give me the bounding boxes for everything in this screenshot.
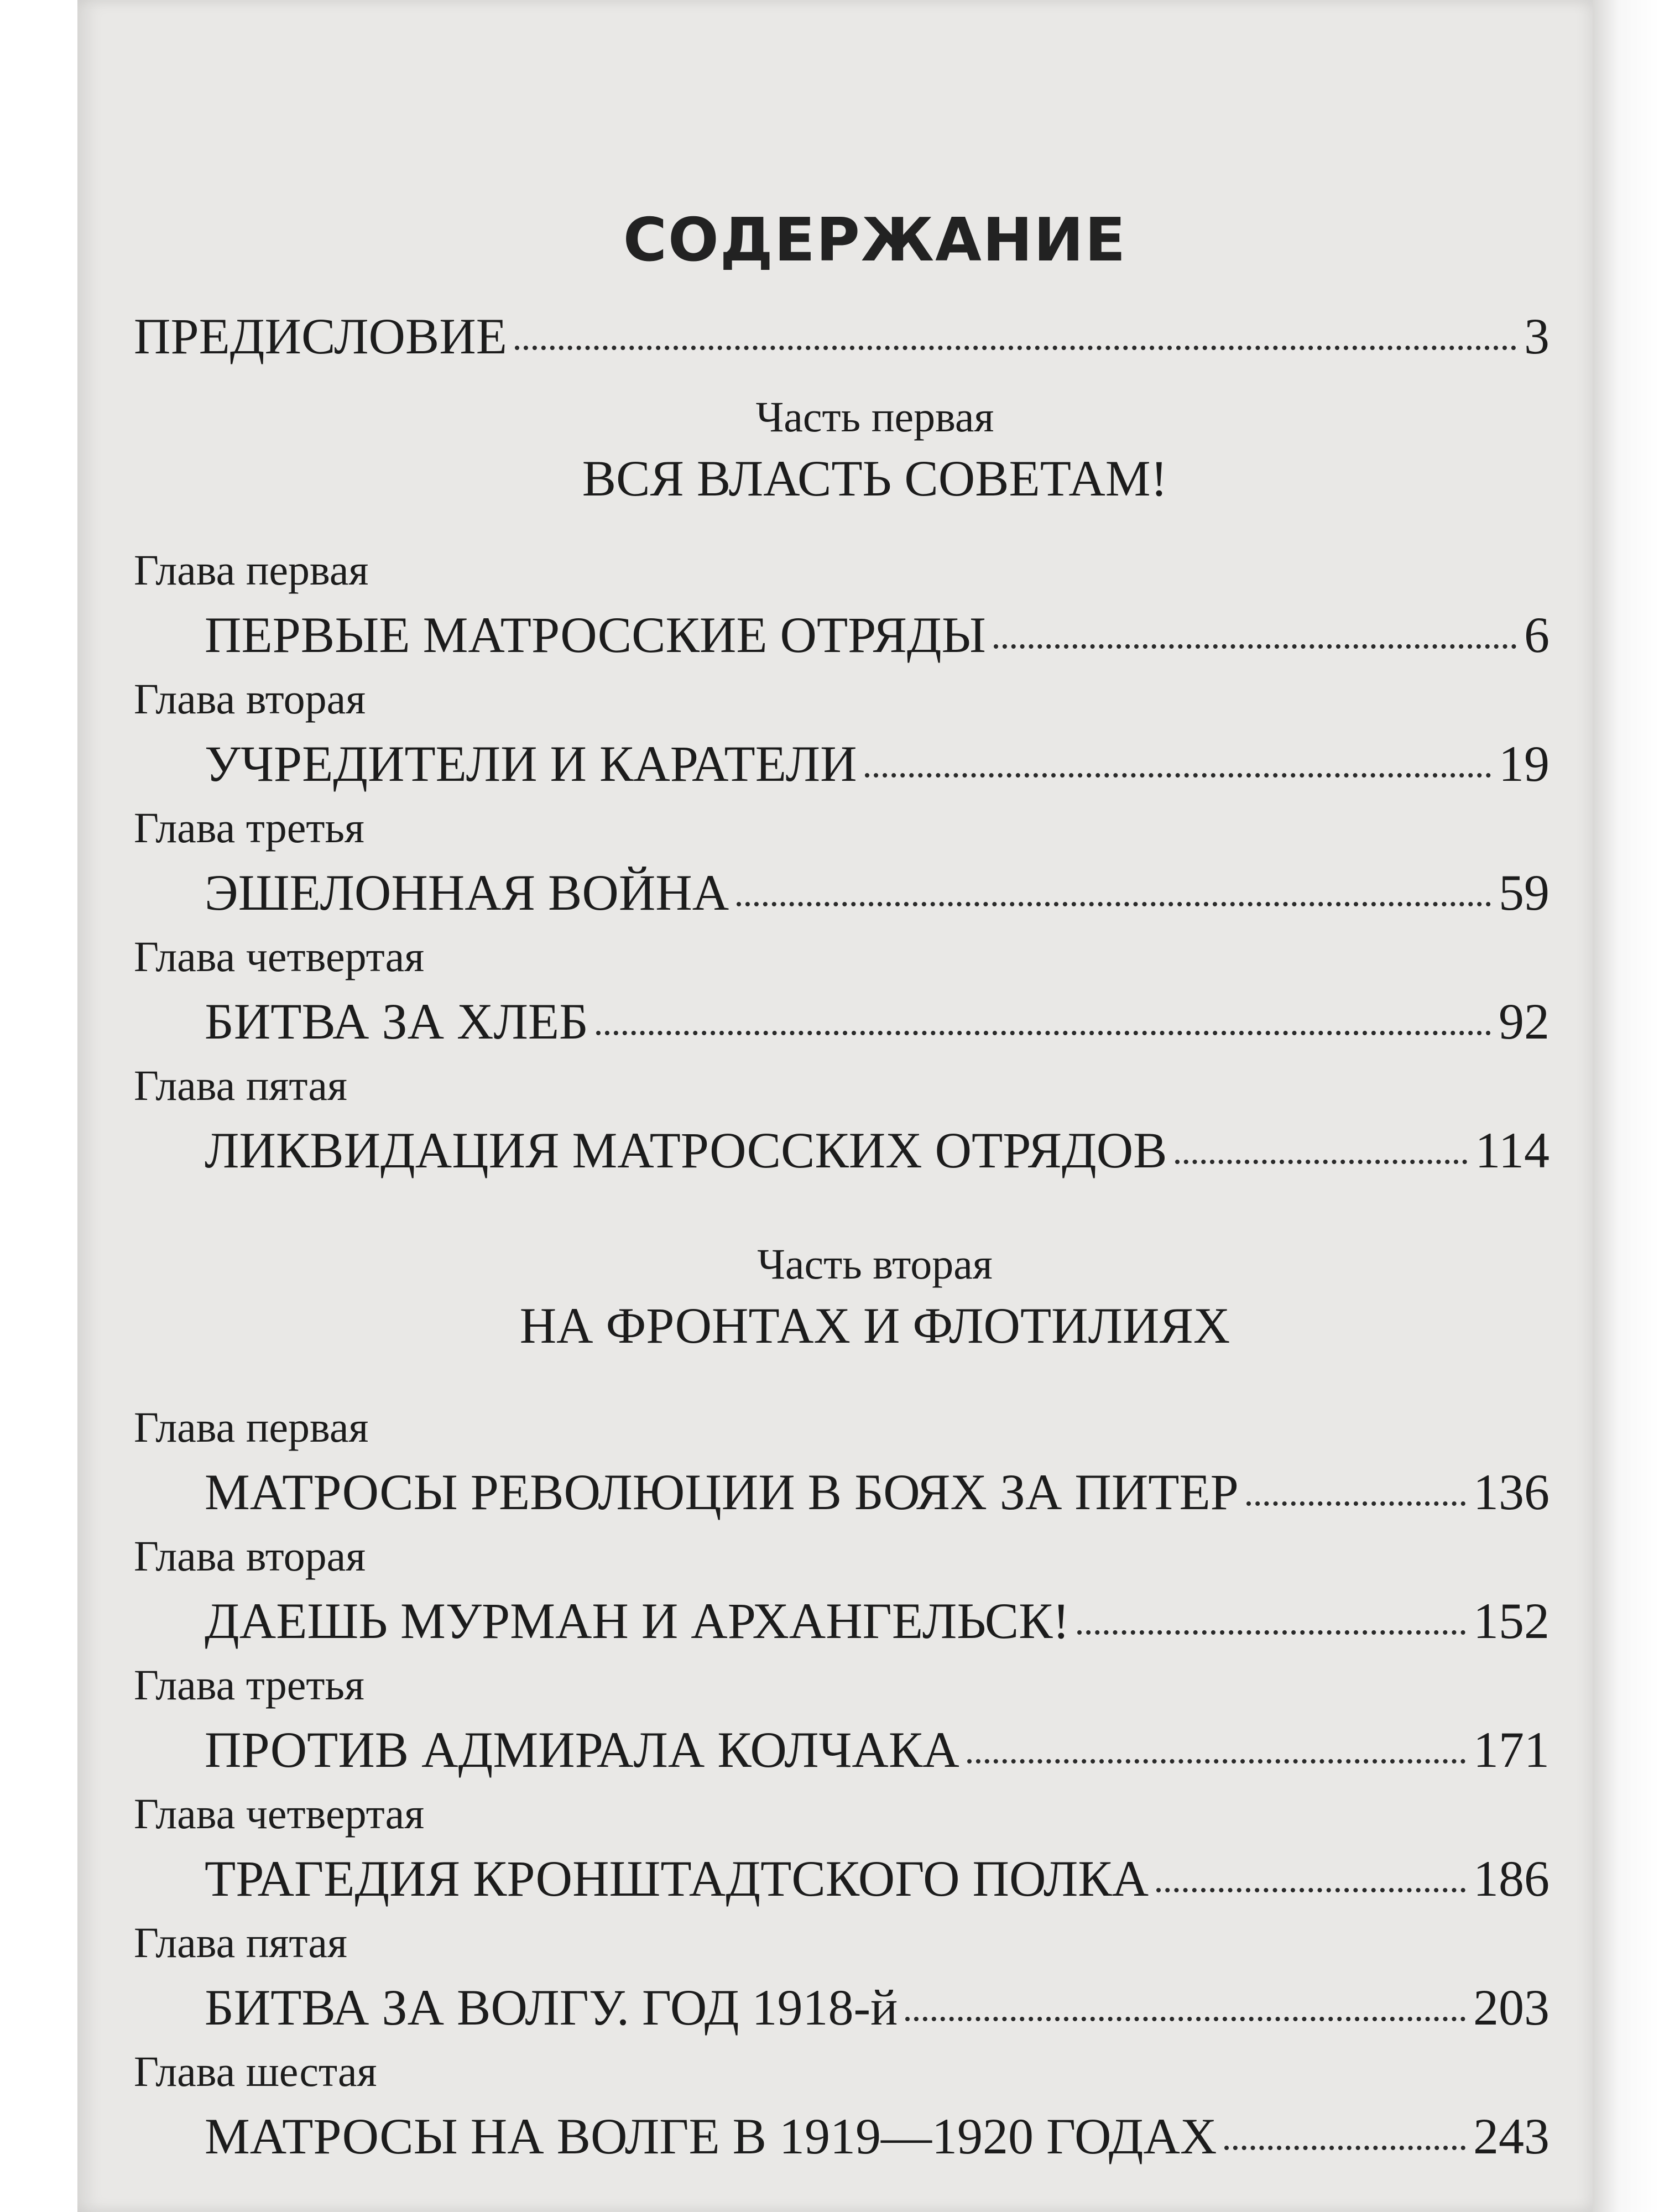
toc-entry — [134, 607, 1550, 663]
page-number: 186 — [1473, 1850, 1550, 1907]
entry-title: ПЕРВЫЕ МАТРОССКИЕ ОТРЯДЫ — [205, 606, 986, 663]
part-title: НА ФРОНТАХ И ФЛОТИЛИЯХ — [519, 1297, 1230, 1354]
page-number: 136 — [1473, 1463, 1550, 1520]
dot-leader — [1175, 1160, 1468, 1164]
entry-title: ТРАГЕДИЯ КРОНШТАДТСКОГО ПОЛКА — [205, 1850, 1149, 1907]
toc-entry — [134, 1123, 1550, 1178]
toc-entry-preface — [134, 309, 1550, 364]
page-number: 19 — [1499, 735, 1550, 792]
chapter-label: Глава шестая — [134, 2047, 377, 2095]
part-title: ВСЯ ВЛАСТЬ СОВЕТАМ! — [582, 450, 1168, 507]
toc-entry — [134, 1980, 1550, 2036]
dot-leader — [1156, 1888, 1465, 1892]
toc-entry — [134, 994, 1550, 1050]
part-label: Часть первая — [755, 393, 994, 441]
toc-entry — [134, 1464, 1550, 1520]
chapter-label: Глава первая — [134, 546, 369, 594]
dot-leader — [737, 902, 1491, 906]
page-number: 171 — [1473, 1721, 1550, 1778]
chapter-label: Глава четвертая — [134, 1790, 425, 1838]
entry-title: ЭШЕЛОННАЯ ВОЙНА — [205, 864, 729, 921]
toc-heading: СОДЕРЖАНИЕ — [623, 206, 1127, 275]
toc-entry — [134, 1722, 1550, 1778]
chapter-label: Глава вторая — [134, 1532, 366, 1580]
toc-entry — [134, 1851, 1550, 1907]
entry-title: ДАЕШЬ МУРМАН И АРХАНГЕЛЬСК! — [205, 1592, 1070, 1649]
chapter-label: Глава первая — [134, 1403, 369, 1452]
dot-leader — [1246, 1501, 1465, 1506]
page-number: 3 — [1524, 308, 1550, 364]
chapter-label: Глава третья — [134, 1661, 364, 1709]
dot-leader — [596, 1031, 1491, 1035]
toc-entry — [134, 2109, 1550, 2164]
dot-leader — [515, 346, 1516, 350]
chapter-label: Глава четвертая — [134, 932, 425, 981]
page-number: 114 — [1475, 1121, 1550, 1178]
dot-leader — [865, 773, 1491, 778]
dot-leader — [994, 644, 1516, 649]
entry-title: ЛИКВИДАЦИЯ МАТРОССКИХ ОТРЯДОВ — [205, 1121, 1167, 1178]
entry-title: ПРОТИВ АДМИРАЛА КОЛЧАКА — [205, 1721, 959, 1778]
entry-title: УЧРЕДИТЕЛИ И КАРАТЕЛИ — [205, 735, 857, 792]
page-number: 92 — [1499, 993, 1550, 1050]
dot-leader — [967, 1759, 1465, 1764]
part-label: Часть вторая — [757, 1240, 993, 1288]
dot-leader — [1224, 2146, 1465, 2150]
chapter-label: Глава пятая — [134, 1061, 347, 1110]
table-of-contents — [134, 199, 1550, 2164]
page-number: 203 — [1473, 1979, 1550, 2036]
entry-title: МАТРОСЫ РЕВОЛЮЦИИ В БОЯХ ЗА ПИТЕР — [205, 1463, 1239, 1520]
entry-title: БИТВА ЗА ВОЛГУ. ГОД 1918-й — [205, 1979, 898, 2036]
dot-leader — [1077, 1630, 1465, 1635]
chapter-label: Глава пятая — [134, 1918, 347, 1967]
page-number: 152 — [1473, 1592, 1550, 1649]
entry-title: МАТРОСЫ НА ВОЛГЕ В 1919—1920 ГОДАХ — [205, 2107, 1217, 2164]
page-edge — [1593, 0, 1659, 2212]
toc-entry — [134, 865, 1550, 921]
chapter-label: Глава вторая — [134, 675, 366, 723]
entry-title: БИТВА ЗА ХЛЕБ — [205, 993, 588, 1050]
page-number: 243 — [1473, 2107, 1550, 2164]
chapter-label: Глава третья — [134, 804, 364, 852]
dot-leader — [905, 2017, 1465, 2021]
page-number: 6 — [1524, 606, 1550, 663]
toc-entry — [134, 1593, 1550, 1649]
page-number: 59 — [1499, 864, 1550, 921]
toc-entry — [134, 736, 1550, 792]
entry-title: ПРЕДИСЛОВИЕ — [134, 308, 507, 364]
